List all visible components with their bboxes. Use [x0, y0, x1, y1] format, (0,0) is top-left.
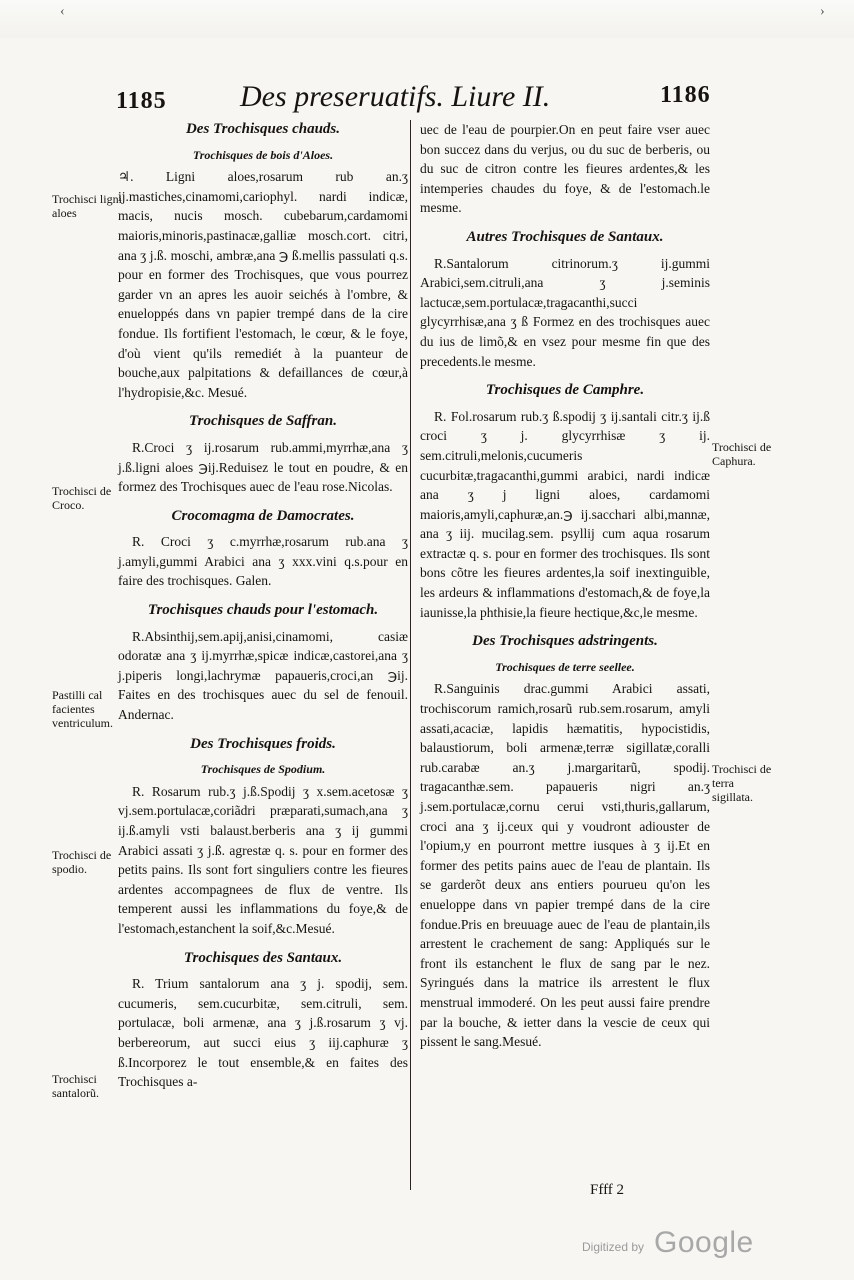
- column-divider: [410, 120, 411, 1190]
- paragraph: R.Absinthij,sem.apij,anisi,cinamomi, casiæ odoratæ ana ʒ ij.myrrhæ,spicæ indicæ,castorei,ana ʒ j.piperis longi,lachrymæ papaueris,croci,an ℈ij. Faites en des trochisques auec du sel de fenouil. Andernac.: [118, 628, 408, 723]
- left-column: [118, 120, 408, 1098]
- page-top-edge: [0, 0, 854, 38]
- paragraph: R. Trium santalorum ana ʒ j. spodij, sem. cucumeris, sem.cucurbitæ, sem.citruli, sem. portulacæ, boli armenæ, ana ʒ j.ß.rosarum ʒ vj. berbereorum, aut succi eius ʒ iij.caphuræ ʒ ß.Incorporez le tout ensemble,& en faites des Trochisques a-: [118, 976, 408, 1090]
- section-heading: Trochisques des Santaux.: [183, 949, 343, 966]
- section-heading: Des Trochisques adstringents.: [472, 633, 658, 650]
- digitization-watermark: [582, 1226, 782, 1262]
- section-heading: Trochisques chauds pour l'estomach.: [147, 602, 379, 619]
- subheading: Trochisques de terre seellee.: [495, 659, 635, 674]
- section-heading: Des Trochisques froids.: [190, 735, 336, 752]
- signature-mark: Ffff 2: [590, 1182, 625, 1198]
- section-heading: Des Trochisques chauds.: [185, 121, 341, 137]
- edge-mark-left: ‹: [60, 4, 65, 19]
- margin-note: Pastilli cal facientes ventriculum.: [52, 688, 113, 730]
- section-heading: Trochisques de Saffran.: [189, 413, 337, 430]
- section-heading: Crocomagma de Damocrates.: [171, 507, 355, 524]
- page-number-left: 1185: [116, 88, 167, 114]
- page-number-right: 1186: [660, 82, 711, 108]
- edge-mark-right: ›: [820, 4, 825, 19]
- margin-note: Trochisci santalorũ.: [52, 1072, 99, 1100]
- paragraph: R.Sanguinis drac.gummi Arabici assati, trochiscorum ramich,rosarũ rub.sem.rosarum, amyli assati,acaciæ, lapidis hæmatitis, hypocistidis, balaustiorum, boli armenæ,terræ sigillatæ,coralli rub.carabæ an.ʒ j.margaritarũ, spodij. tragacanthæ.sem. papaueris nigri an.ʒ j.sem.portulacæ,cornu cerui vsti,thuris,gallarum, croci ana ʒ ij.ceux qui y voudront adiouster de l'opium,y en pourront mettre iusques à ʒ ij.Et en former des petits pains auec de l'eau de plantain. Ils se garderõt deux ans entiers pourueu qu'on les enueloppe dans vn papier trempé dans de la cire fondue.Pris en breuuage auec de l'eau de plantain,ils arrestent le crachement de sang: Appliqués sur le front ils estanchent le flux de sang par le nez. Syringués dans la matrice ils arrestent le flux menstrual immoderé. On les peut aussi faire prendre par la bouche, & ietter dans la vescie de ceux qui pissent le sang.Mesué.: [420, 681, 710, 1050]
- margin-note: Trochisci de terra sigillata.: [712, 762, 772, 804]
- paragraph: uec de l'eau de pourpier.On en peut faire vser auec bon succez dans du verjus, ou du suc de berberis, ou du suc de citron contre les fieures ardentes,& les intemperies chaudes du foye, & de l'estomach.le mesme.: [420, 122, 710, 216]
- paragraph: R. Rosarum rub.ʒ j.ß.Spodij ʒ x.sem.acetosæ ʒ vj.sem.portulacæ,coriãdri præparati,sumach,ana ʒ ij.ß.amyli vsti balaust.berberis ana ʒ ij gummi Arabici assati ʒ j.ß. agrestæ q. s. pour en former des petits pains. Ils sont fort singuliers contre les fieures ardentes accompagnees de flux de ventre. Ils temperent aussi les inflammations du foye,& de l'estomach,estanchent la soif,&c.Mesué.: [118, 783, 408, 936]
- section-heading: Trochisques de Camphre.: [485, 382, 645, 399]
- paragraph: R.Santalorum citrinorum.ʒ ij.gummi Arabici,sem.citruli,ana ʒ j.seminis lactucæ,sem.portulacæ,tragacanthi,succi glycyrrhisæ,ana ʒ ß Formez en des trochisques auec du ius de limõ,& en vsez pour mesme fin que des precedents.le mesme.: [420, 255, 710, 369]
- margin-note: Trochisci de spodio.: [52, 848, 112, 876]
- margin-note: Trochisci de Croco.: [52, 484, 112, 512]
- running-header: [0, 80, 854, 120]
- paragraph: R. Croci ʒ c.myrrhæ,rosarum rub.ana ʒ j.amyli,gummi Arabici ana ʒ xxx.vini q.s.pour en faire des trochisques. Galen.: [118, 534, 408, 589]
- paragraph: R. Fol.rosarum rub.ʒ ß.spodij ʒ ij.santali citr.ʒ ij.ß croci ʒ j. glycyrrhisæ ʒ ij. sem.citruli,melonis,cucumeris cucurbitæ,tragacanthi,gummi arabici, nardi indicæ ana ʒ j ligni aloes, cardamomi maioris,amyli,caphuræ,an.℈ ij.sacchari albi,mannæ, ana ʒ iij. mucilag.sem. psyllij cum aqua rosarum extractæ q. s. pour en former des trochisques. Ils sont bons cõtre les fieures ardentes,la soif inextinguible, les ardeurs & inflammations d'estomach,& de foye,la iaunisse,la phthisie,la fieure hectique,&c,le mesme.: [420, 408, 710, 620]
- right-column: [420, 120, 710, 1058]
- margin-note: Trochisci ligni aloes: [52, 192, 122, 220]
- margin-note: Trochisci de Caphura.: [712, 440, 772, 468]
- subheading: Trochisques de Spodium.: [200, 762, 326, 777]
- digitized-by-label: Digitized by: [582, 1240, 645, 1254]
- section-heading: Autres Trochisques de Santaux.: [466, 228, 664, 245]
- paragraph: R.Croci ʒ ij.rosarum rub.ammi,myrrhæ,ana ʒ j.ß.ligni aloes ℈ij.Reduisez le tout en poudre, & en formez des Trochisques auec de l'eau rose.Nicolas.: [118, 439, 408, 495]
- running-title: Des preseruatifs. Liure II.: [240, 80, 551, 113]
- paragraph: ♃. Ligni aloes,rosarum rub an.ʒ ij.mastiches,cinamomi,cariophyl. nardi indicæ, macis, nucis mosch. cubebarum,cardamomi maioris,minoris,pastinacæ,galliæ mosch.cort. citri, ana ʒ j.ß. moschi, ambræ,ana ℈ ß.mellis passulati q.s. pour en former des Trochisques, que vous pourrez garder vn an apres les auoir seichés à l'ombre, & enueloppés dans vn papier trempé dans de la cire fondue. Ils fortifient l'estomach, le cœur, & le foye, d'où vient qu'ils remediét à la puanteur de bouche,aux palpitations & defaillances de cœur,à l'hydropisie,&c. Mesué.: [118, 169, 408, 400]
- subheading: Trochisques de bois d'Aloes.: [192, 147, 334, 162]
- google-logo: Google: [654, 1226, 754, 1259]
